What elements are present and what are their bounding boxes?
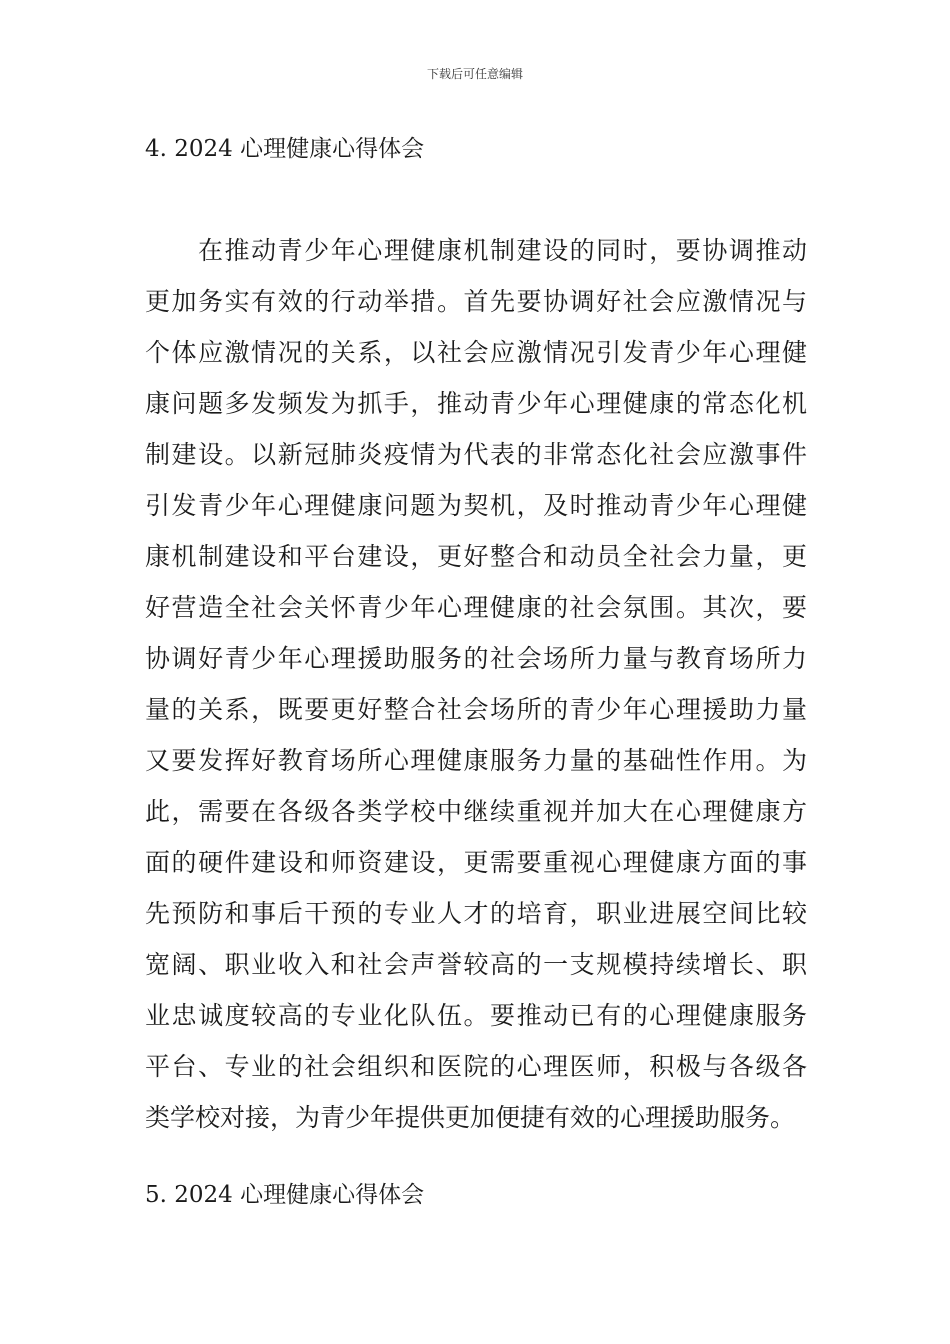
body-line: 平台、专业的社会组织和医院的心理医师，积极与各级各 — [145, 1052, 807, 1081]
section-4-body — [145, 225, 807, 1143]
body-line: 更加务实有效的行动举措。首先要协调好社会应激情况与 — [145, 287, 807, 316]
body-line: 面的硬件建设和师资建设，更需要重视心理健康方面的事 — [145, 848, 807, 877]
body-line: 在推动青少年心理健康机制建设的同时，要协调推动 — [198, 236, 807, 265]
body-line: 引发青少年心理健康问题为契机，及时推动青少年心理健 — [145, 491, 807, 520]
body-line: 协调好青少年心理援助服务的社会场所力量与教育场所力 — [145, 644, 807, 673]
section-5-title: 5. 2024 心理健康心得体会 — [145, 1182, 425, 1208]
body-line: 先预防和事后干预的专业人才的培育，职业进展空间比较 — [145, 899, 807, 928]
body-line: 此，需要在各级各类学校中继续重视并加大在心理健康方 — [145, 797, 807, 826]
body-line: 类学校对接，为青少年提供更加便捷有效的心理援助服务。 — [145, 1103, 796, 1132]
body-line: 制建设。以新冠肺炎疫情为代表的非常态化社会应激事件 — [145, 440, 807, 469]
body-line: 又要发挥好教育场所心理健康服务力量的基础性作用。为 — [145, 746, 807, 775]
body-line: 业忠诚度较高的专业化队伍。要推动已有的心理健康服务 — [145, 1001, 807, 1030]
body-line: 好营造全社会关怀青少年心理健康的社会氛围。其次，要 — [145, 593, 807, 622]
section-4-title: 4. 2024 心理健康心得体会 — [145, 136, 425, 162]
body-line: 宽阔、职业收入和社会声誉较高的一支规模持续增长、职 — [145, 950, 807, 979]
body-line: 康问题多发频发为抓手，推动青少年心理健康的常态化机 — [145, 389, 807, 418]
body-line: 个体应激情况的关系，以社会应激情况引发青少年心理健 — [145, 338, 807, 367]
body-line: 量的关系，既要更好整合社会场所的青少年心理援助力量 — [145, 695, 807, 724]
page-header-note: 下载后可任意编辑 — [426, 67, 523, 81]
body-line: 康机制建设和平台建设，更好整合和动员全社会力量，更 — [145, 542, 807, 571]
